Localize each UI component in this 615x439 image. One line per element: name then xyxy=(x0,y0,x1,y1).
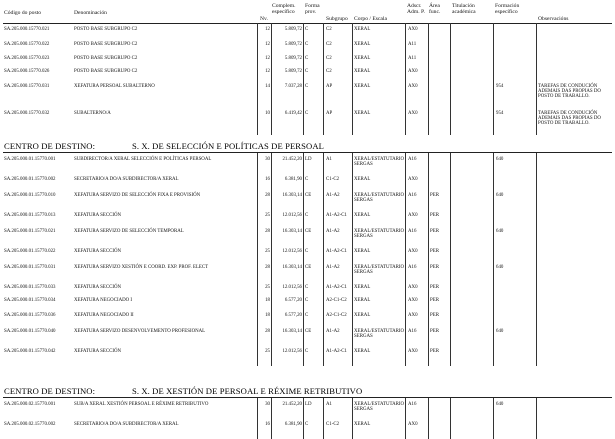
cell-comp: 16.303,14 xyxy=(282,229,302,234)
cell-adscr: AX0 xyxy=(408,285,418,290)
column-rule xyxy=(428,23,429,135)
cell-code: SA.205.000.01.15770.002 xyxy=(4,177,56,182)
cell-corpo: XERAL/ESTATUTARIO SERGAS xyxy=(354,193,405,204)
cell-forma: C xyxy=(305,313,309,318)
cell-corpo: XERAL xyxy=(354,349,371,354)
cell-adscr: AX0 xyxy=(408,422,418,427)
cell-corpo: XERAL xyxy=(354,111,371,116)
cell-adscr: A16 xyxy=(408,402,417,407)
cell-nv: 25 xyxy=(265,285,270,290)
cell-adscr: A11 xyxy=(408,42,417,47)
column-rule xyxy=(493,152,494,366)
cell-code: SA.205.000.01.15770.042 xyxy=(4,349,56,354)
cell-forma: C xyxy=(305,42,309,47)
cell-corpo: XERAL xyxy=(354,56,371,61)
cell-adscr: AX0 xyxy=(408,349,418,354)
cell-corpo: XERAL xyxy=(354,84,371,89)
section-unit: S. X. DE SELECCIÓN E POLÍTICAS DE PERSOAL xyxy=(132,141,324,151)
cell-corpo: XERAL/ESTATUTARIO SERGAS xyxy=(354,402,405,413)
column-rule xyxy=(536,397,537,439)
cell-code: SA.205.000.15770.023 xyxy=(4,56,50,61)
cell-den: XEFATURA SECCIÓN xyxy=(74,285,122,290)
cell-obs: TAREFAS DE CONDUCIÓN ADEMAIS DAS PROPIAS DO POSTO DE TRABALLO. xyxy=(538,111,601,127)
cell-adscr: A11 xyxy=(408,56,417,61)
header-subgrupo: Subgrupo xyxy=(326,16,348,22)
cell-sub: A1 xyxy=(326,402,332,407)
cell-sub: A1 xyxy=(326,157,332,162)
section-unit: S. X. DE XESTIÓN DE PERSOAL E RÉXIME RETRIBUTIVO xyxy=(132,386,363,396)
cell-forma: C xyxy=(305,177,309,182)
cell-form: 640 xyxy=(496,329,504,334)
cell-corpo: XERAL xyxy=(354,422,371,427)
cell-den: SUBDIRECTOR/A XERAL SELECCIÓN E POLÍTICAS PERSOAL xyxy=(74,157,212,162)
header-denominacion: Denominación xyxy=(74,10,107,16)
cell-corpo: XERAL xyxy=(354,69,371,74)
cell-nv: 14 xyxy=(265,84,270,89)
section-heading xyxy=(4,141,324,151)
column-rule xyxy=(303,152,304,366)
cell-nv: 25 xyxy=(265,349,270,354)
column-rule xyxy=(352,152,353,366)
section-label: CENTRO DE DESTINO: xyxy=(4,386,96,396)
cell-area: PER xyxy=(430,265,439,270)
cell-comp: 6.381,90 xyxy=(284,177,302,182)
cell-adscr: A16 xyxy=(408,193,417,198)
column-rule xyxy=(323,23,324,135)
section-rule xyxy=(3,397,612,398)
cell-form: 640 xyxy=(496,402,504,407)
cell-form: 640 xyxy=(496,229,504,234)
cell-sub: A2-C1-C2 xyxy=(326,298,347,303)
cell-nv: 30 xyxy=(265,402,270,407)
cell-comp: 6.419,42 xyxy=(284,111,302,116)
cell-adscr: AX0 xyxy=(408,111,418,116)
cell-forma: C xyxy=(305,213,309,218)
cell-den: POSTO BASE SUBGRUPO C2 xyxy=(74,27,138,32)
cell-code: SA.205.000.15770.022 xyxy=(4,42,50,47)
cell-adscr: AX0 xyxy=(408,27,418,32)
cell-nv: 10 xyxy=(265,111,270,116)
cell-adscr: AX0 xyxy=(408,177,418,182)
column-rule xyxy=(323,152,324,366)
cell-comp: 5.809,72 xyxy=(284,56,302,61)
cell-sub: AP xyxy=(326,111,333,116)
cell-nv: 12 xyxy=(265,42,270,47)
cell-comp: 5.809,72 xyxy=(284,42,302,47)
cell-nv: 25 xyxy=(265,249,270,254)
cell-nv: 12 xyxy=(265,56,270,61)
header-area: Área func. xyxy=(429,3,441,16)
cell-code: SA.205.000.01.15770.040 xyxy=(4,329,56,334)
cell-sub: C1-C2 xyxy=(326,177,340,182)
cell-sub: A1-A2-C1 xyxy=(326,213,347,218)
cell-adscr: A16 xyxy=(408,157,417,162)
column-rule xyxy=(450,23,451,135)
cell-nv: 12 xyxy=(265,27,270,32)
cell-sub: A2-C1-C2 xyxy=(326,313,347,318)
cell-sub: A1-A2-C1 xyxy=(326,249,347,254)
cell-den: XEFATURA SERVIZO DESENVOLVEMENTO PROFESIONAL xyxy=(74,329,206,334)
cell-sub: A1-A2-C1 xyxy=(326,349,347,354)
cell-den: XEFATURA SERVIZO DE SELECCIÓN FIXA E PROVISIÓN xyxy=(74,193,201,198)
cell-adscr: A16 xyxy=(408,329,417,334)
column-rule xyxy=(352,397,353,439)
header-observaciones: Observacións xyxy=(538,16,569,22)
column-rule xyxy=(303,397,304,439)
cell-code: SA.205.000.15770.026 xyxy=(4,69,50,74)
cell-nv: 16 xyxy=(265,422,270,427)
cell-comp: 6.577,20 xyxy=(284,298,302,303)
header-forma: Forma prov. xyxy=(305,3,320,16)
cell-adscr: AX0 xyxy=(408,313,418,318)
cell-comp: 12.012,56 xyxy=(282,249,302,254)
cell-den: XEFATURA SECCIÓN xyxy=(74,349,122,354)
cell-den: XEFATURA PERSOAL SUBALTERNO xyxy=(74,84,155,89)
cell-sub: C2 xyxy=(326,27,332,32)
cell-nv: 28 xyxy=(265,193,270,198)
cell-adscr: AX0 xyxy=(408,249,418,254)
cell-code: SA.205.000.01.15770.001 xyxy=(4,157,56,162)
header-rule xyxy=(3,23,612,24)
cell-corpo: XERAL/ESTATUTARIO SERGAS xyxy=(354,329,405,340)
cell-forma: C xyxy=(305,27,309,32)
cell-den: XEFATURA NEGOCIADO II xyxy=(74,313,134,318)
column-rule xyxy=(428,152,429,366)
cell-corpo: XERAL xyxy=(354,42,371,47)
cell-area: PER xyxy=(430,313,439,318)
cell-code: SA.205.000.01.15770.031 xyxy=(4,265,56,270)
cell-code: SA.205.000.15770.021 xyxy=(4,27,50,32)
cell-code: SA.205.000.01.15770.010 xyxy=(4,193,56,198)
cell-comp: 12.012,56 xyxy=(282,349,302,354)
column-rule xyxy=(536,23,537,135)
cell-adscr: A16 xyxy=(408,229,417,234)
header-titulacion: Titulación académica xyxy=(452,3,476,16)
cell-den: XEFATURA SERVIZO XESTIÓN E COORD. EXP. PROF. ELECT xyxy=(74,265,209,270)
cell-corpo: XERAL xyxy=(354,249,371,254)
cell-den: POSTO BASE SUBGRUPO C2 xyxy=(74,69,138,74)
cell-comp: 5.809,72 xyxy=(284,69,302,74)
cell-nv: 30 xyxy=(265,157,270,162)
cell-code: SA.205.000.01.15770.034 xyxy=(4,298,56,303)
cell-comp: 5.809,72 xyxy=(284,27,302,32)
cell-sub: C2 xyxy=(326,69,332,74)
cell-comp: 16.303,14 xyxy=(282,329,302,334)
cell-comp: 6.381,90 xyxy=(284,422,302,427)
cell-code: SA.205.000.15770.032 xyxy=(4,111,50,116)
cell-nv: 28 xyxy=(265,329,270,334)
cell-nv: 28 xyxy=(265,229,270,234)
cell-nv: 25 xyxy=(265,213,270,218)
cell-forma: C xyxy=(305,298,309,303)
cell-form: 954 xyxy=(496,111,504,116)
cell-code: SA.205.000.15770.031 xyxy=(4,84,50,89)
cell-form: 640 xyxy=(496,193,504,198)
cell-comp: 7.037,28 xyxy=(284,84,302,89)
cell-adscr: AX0 xyxy=(408,213,418,218)
cell-nv: 16 xyxy=(265,177,270,182)
cell-forma: CE xyxy=(305,229,312,234)
cell-sub: A1-A2-C1 xyxy=(326,285,347,290)
column-rule xyxy=(428,397,429,439)
cell-corpo: XERAL xyxy=(354,177,371,182)
cell-corpo: XERAL xyxy=(354,213,371,218)
cell-area: PER xyxy=(430,285,439,290)
cell-forma: C xyxy=(305,349,309,354)
cell-den: XEFATURA SERVIZO DE SELECCIÓN TEMPORAL xyxy=(74,229,184,234)
cell-nv: 18 xyxy=(265,298,270,303)
cell-forma: CE xyxy=(305,265,312,270)
cell-area: PER xyxy=(430,193,439,198)
cell-corpo: XERAL xyxy=(354,27,371,32)
column-rule xyxy=(352,23,353,135)
cell-den: XEFATURA SECCIÓN xyxy=(74,213,122,218)
cell-corpo: XERAL/ESTATUTARIO SERGAS xyxy=(354,229,405,240)
column-rule xyxy=(450,397,451,439)
cell-corpo: XERAL xyxy=(354,298,371,303)
cell-code: SA.205.000.02.15770.002 xyxy=(4,422,56,427)
cell-adscr: AX0 xyxy=(408,298,418,303)
cell-den: XEFATURA NEGOCIADO I xyxy=(74,298,133,303)
cell-area: PER xyxy=(430,213,439,218)
cell-den: SECRETARIO/A DO/A SUBDIRECTOR/A XERAL xyxy=(74,422,179,427)
cell-comp: 12.012,56 xyxy=(282,213,302,218)
cell-area: PER xyxy=(430,298,439,303)
cell-comp: 16.303,14 xyxy=(282,193,302,198)
cell-corpo: XERAL/ESTATUTARIO SERGAS xyxy=(354,265,405,276)
cell-code: SA.205.000.01.15770.021 xyxy=(4,229,56,234)
header-corpo: Corpo / Escala xyxy=(354,16,387,22)
cell-den: POSTO BASE SUBGRUPO C2 xyxy=(74,42,138,47)
header-nivel: Nv. xyxy=(260,16,268,22)
header-codigo: Código do posto xyxy=(4,10,41,16)
cell-sub: A1-A2 xyxy=(326,329,340,334)
header-complemento: Complem. específico xyxy=(272,3,296,16)
cell-area: PER xyxy=(430,229,439,234)
cell-forma: CE xyxy=(305,329,312,334)
cell-sub: C2 xyxy=(326,42,332,47)
cell-forma: C xyxy=(305,285,309,290)
cell-forma: LD xyxy=(305,157,312,162)
section-label: CENTRO DE DESTINO: xyxy=(4,141,96,151)
cell-corpo: XERAL/ESTATUTARIO SERGAS xyxy=(354,157,405,168)
column-rule xyxy=(257,23,258,135)
cell-forma: C xyxy=(305,111,309,116)
cell-forma: C xyxy=(305,84,309,89)
cell-sub: A1-A2 xyxy=(326,265,340,270)
cell-sub: A1-A2 xyxy=(326,229,340,234)
cell-code: SA.205.000.01.15770.036 xyxy=(4,313,56,318)
cell-comp: 16.303,14 xyxy=(282,265,302,270)
column-rule xyxy=(493,397,494,439)
cell-adscr: AX0 xyxy=(408,69,418,74)
cell-form: 954 xyxy=(496,84,504,89)
column-rule xyxy=(303,23,304,135)
cell-area: PER xyxy=(430,349,439,354)
cell-nv: 28 xyxy=(265,265,270,270)
header-adscr: Adscr. Adm. P. xyxy=(407,3,425,16)
cell-den: XEFATURA SECCIÓN xyxy=(74,249,122,254)
cell-adscr: AX0 xyxy=(408,84,418,89)
cell-form: 640 xyxy=(496,157,504,162)
column-rule xyxy=(536,152,537,366)
cell-sub: A1-A2 xyxy=(326,193,340,198)
cell-comp: 6.577,20 xyxy=(284,313,302,318)
cell-area: PER xyxy=(430,329,439,334)
cell-sub: C1-C2 xyxy=(326,422,340,427)
cell-forma: LD xyxy=(305,402,312,407)
column-rule xyxy=(271,23,272,135)
cell-code: SA.205.000.01.15770.022 xyxy=(4,249,56,254)
cell-forma: C xyxy=(305,422,309,427)
cell-forma: CE xyxy=(305,193,312,198)
cell-forma: C xyxy=(305,69,309,74)
column-rule xyxy=(323,397,324,439)
column-rule xyxy=(493,23,494,135)
cell-corpo: XERAL xyxy=(354,285,371,290)
cell-area: PER xyxy=(430,249,439,254)
cell-comp: 21.452,20 xyxy=(282,157,302,162)
cell-nv: 18 xyxy=(265,313,270,318)
cell-code: SA.205.000.02.15770.001 xyxy=(4,402,56,407)
cell-forma: C xyxy=(305,56,309,61)
header-formacion: Formación específico xyxy=(495,3,520,16)
section-heading xyxy=(4,386,363,396)
cell-code: SA.205.000.01.15770.013 xyxy=(4,213,56,218)
cell-nv: 12 xyxy=(265,69,270,74)
cell-adscr: A16 xyxy=(408,265,417,270)
cell-obs: TAREFAS DE CONDUCIÓN ADEMAIS DAS PROPIAS DO POSTO DE TRABALLO. xyxy=(538,84,601,100)
column-rule xyxy=(405,23,406,135)
cell-forma: C xyxy=(305,249,309,254)
cell-sub: AP xyxy=(326,84,333,89)
cell-sub: C2 xyxy=(326,56,332,61)
cell-den: POSTO BASE SUBGRUPO C2 xyxy=(74,56,138,61)
cell-den: SECRETARIO/A DO/A SUBDIRECTOR/A XERAL xyxy=(74,177,179,182)
column-rule xyxy=(450,152,451,366)
cell-comp: 21.452,20 xyxy=(282,402,302,407)
cell-den: SUBALTERNO/A xyxy=(74,111,111,116)
cell-form: 640 xyxy=(496,265,504,270)
cell-corpo: XERAL xyxy=(354,313,371,318)
cell-code: SA.205.000.01.15770.033 xyxy=(4,285,56,290)
section-rule xyxy=(3,152,612,153)
cell-den: SUB/A XERAL XESTIÓN PERSOAL E RÉXIME RETRIBUTIVO xyxy=(74,402,209,407)
cell-comp: 12.012,56 xyxy=(282,285,302,290)
